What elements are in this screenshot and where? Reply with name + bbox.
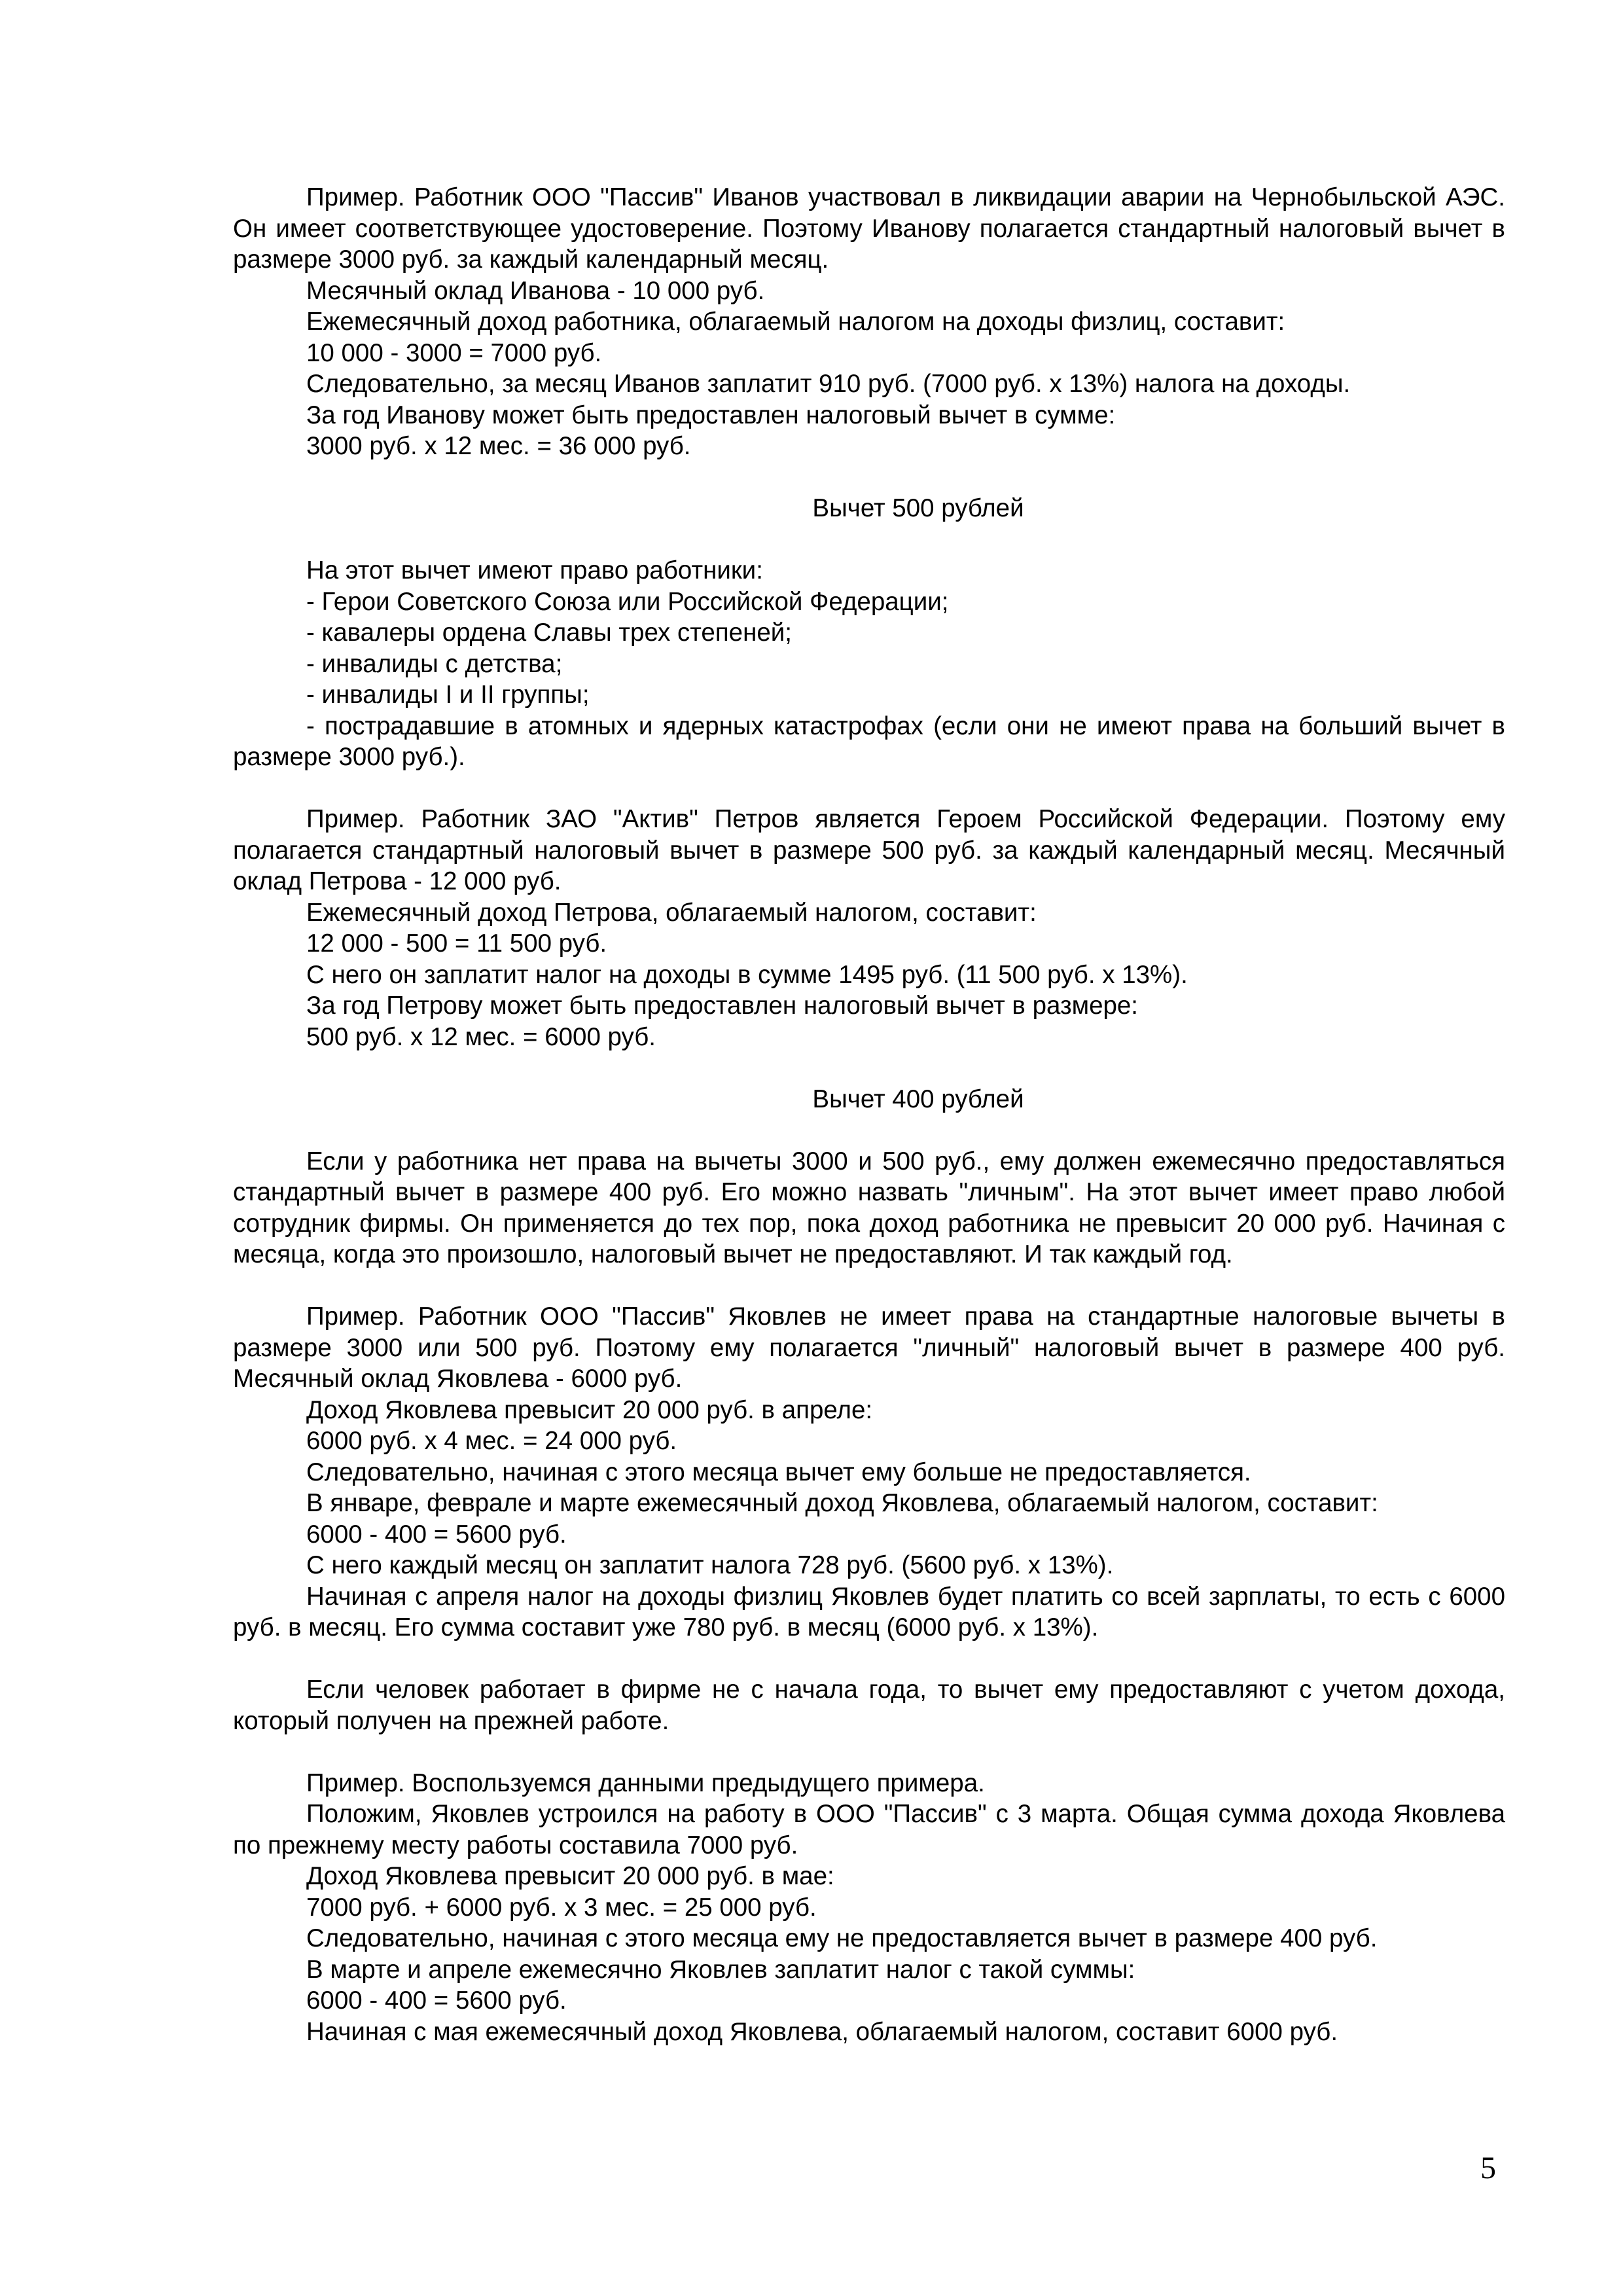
text-line: 3000 руб. х 12 мес. = 36 000 руб. xyxy=(306,432,691,460)
spacer xyxy=(233,462,1505,493)
section-heading-400: Вычет 400 рублей xyxy=(812,1085,1024,1113)
spacer xyxy=(233,1643,1505,1675)
paragraph: Пример. Работник ЗАО "Актив" Петров является Героем Российской Федерации. Поэтому ему полагается стандартный налоговый вычет в размере 500 руб. за каждый календарный месяц. Месячный оклад Петрова - 12 000 руб. xyxy=(233,805,1505,895)
text-line: Ежемесячный доход Петрова, облагаемый налогом, составит: xyxy=(306,898,1037,927)
text-line: Доход Яковлева превысит 20 000 руб. в апреле: xyxy=(306,1395,873,1424)
text-line: 6000 руб. х 4 мес. = 24 000 руб. xyxy=(306,1427,677,1455)
text-line: 500 руб. х 12 мес. = 6000 руб. xyxy=(306,1022,656,1051)
text-line: Следовательно, начиная с этого месяца вычет ему больше не предоставляется. xyxy=(306,1458,1251,1486)
page-number: 5 xyxy=(1480,2151,1496,2185)
spacer xyxy=(233,524,1505,556)
text-line: В марте и апреле ежемесячно Яковлев заплатит налог с такой суммы: xyxy=(306,1955,1135,1984)
text-line: Доход Яковлева превысит 20 000 руб. в мае: xyxy=(306,1862,834,1890)
list-item: - Герои Советского Союза или Российской Федерации; xyxy=(306,587,949,616)
spacer xyxy=(233,1736,1505,1768)
text-line: Пример. Воспользуемся данными предыдущего примера. xyxy=(306,1768,985,1797)
list-item: - пострадавшие в атомных и ядерных катастрофах (если они не имеют права на больший вычет в размере 3000 руб.). xyxy=(233,711,1505,771)
text-line: За год Иванову может быть предоставлен налоговый вычет в сумме: xyxy=(306,401,1116,429)
text-line: С него он заплатит налог на доходы в сумме 1495 руб. (11 500 руб. х 13%). xyxy=(306,960,1188,989)
text-line: 7000 руб. + 6000 руб. х 3 мес. = 25 000 руб. xyxy=(306,1893,817,1922)
text-line: В январе, феврале и марте ежемесячный доход Яковлева, облагаемый налогом, составит: xyxy=(306,1489,1378,1517)
spacer xyxy=(233,1052,1505,1084)
paragraph: Положим, Яковлев устроился на работу в ООО "Пассив" с 3 марта. Общая сумма дохода Яковлева по прежнему месту работы составила 7000 руб. xyxy=(233,1800,1505,1859)
text-line: Ежемесячный доход работника, облагаемый налогом на доходы физлиц, составит: xyxy=(306,308,1285,336)
text-line: 6000 - 400 = 5600 руб. xyxy=(306,1520,567,1549)
page-content xyxy=(233,182,1505,2047)
text-line: 6000 - 400 = 5600 руб. xyxy=(306,1986,567,2015)
paragraph: Начиная с апреля налог на доходы физлиц Яковлев будет платить со всей зарплаты, то есть с 6000 руб. в месяц. Его сумма составит уже 780 руб. в месяц (6000 руб. х 13%). xyxy=(233,1582,1505,1641)
paragraph: Пример. Работник ООО "Пассив" Иванов участвовал в ликвидации аварии на Чернобыльской АЭС. Он имеет соответствующее удостоверение. Поэтому Иванову полагается стандартный налоговый вычет в размере 3000 руб. за каждый календарный месяц. xyxy=(233,183,1505,274)
paragraph: Если у работника нет права на вычеты 3000 и 500 руб., ему должен ежемесячно предоставляться стандартный вычет в размере 400 руб. Его можно назвать "личным". На этот вычет имеет право любой сотрудник фирмы. Он применяется до тех пор, пока доход работника не превысит 20 000 руб. Начиная с месяца, когда это произошло, налоговый вычет не предоставляют. И так каждый год. xyxy=(233,1147,1505,1268)
text-line: Месячный оклад Иванова - 10 000 руб. xyxy=(306,276,765,305)
text-line: Следовательно, за месяц Иванов заплатит 910 руб. (7000 руб. х 13%) налога на доходы. xyxy=(306,370,1351,398)
list-item: - инвалиды с детства; xyxy=(306,649,563,678)
section-heading-500: Вычет 500 рублей xyxy=(812,494,1024,522)
list-item: - кавалеры ордена Славы трех степеней; xyxy=(306,619,792,647)
text-line: 12 000 - 500 = 11 500 руб. xyxy=(306,929,607,958)
text-line: На этот вычет имеют право работники: xyxy=(306,556,763,584)
paragraph: Если человек работает в фирме не с начала года, то вычет ему предоставляют с учетом дохода, который получен на прежней работе. xyxy=(233,1676,1505,1735)
text-line: Начиная с мая ежемесячный доход Яковлева, облагаемый налогом, составит 6000 руб. xyxy=(306,2017,1338,2046)
spacer xyxy=(233,1270,1505,1302)
paragraph: Пример. Работник ООО "Пассив" Яковлев не имеет права на стандартные налоговые вычеты в размере 3000 или 500 руб. Поэтому ему полагается "личный" налоговый вычет в размере 400 руб. Месячный оклад Яковлева - 6000 руб. xyxy=(233,1302,1505,1393)
spacer xyxy=(233,1115,1505,1146)
text-line: 10 000 - 3000 = 7000 руб. xyxy=(306,338,602,367)
text-line: Следовательно, начиная с этого месяца ему не предоставляется вычет в размере 400 руб. xyxy=(306,1924,1378,1952)
spacer xyxy=(233,773,1505,804)
text-line: За год Петрову может быть предоставлен налоговый вычет в размере: xyxy=(306,992,1139,1020)
text-line: С него каждый месяц он заплатит налога 728 руб. (5600 руб. х 13%). xyxy=(306,1551,1114,1579)
list-item: - инвалиды I и II группы; xyxy=(306,681,590,709)
